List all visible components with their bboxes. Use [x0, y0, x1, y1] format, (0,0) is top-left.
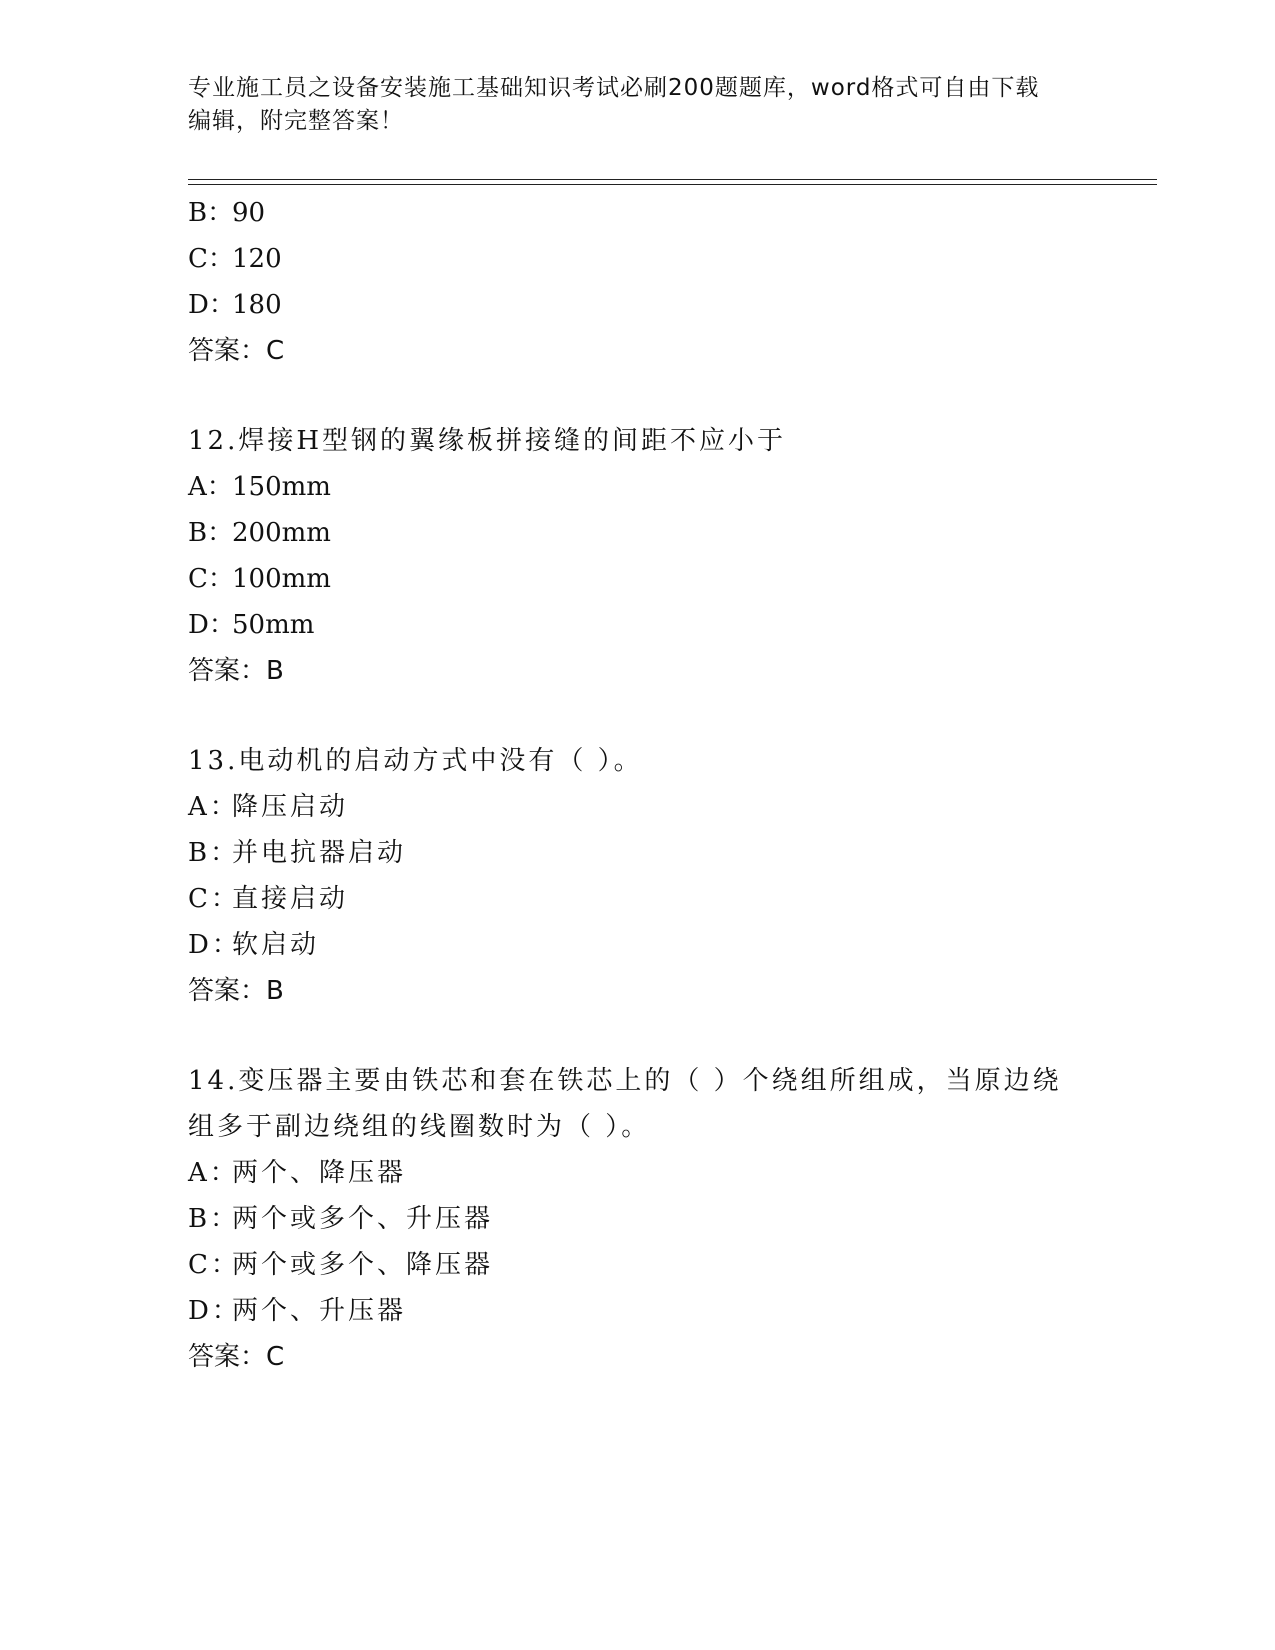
- option-key: B：: [188, 198, 234, 228]
- option-text: 两个、升压器: [232, 1296, 407, 1326]
- option-key: A：: [188, 472, 233, 502]
- option-key: D：: [188, 930, 241, 960]
- option-key: D：: [188, 290, 235, 320]
- option-b: [188, 830, 1088, 876]
- option-text: 50mm: [232, 610, 315, 640]
- header-divider-bottom: [188, 184, 1157, 185]
- header-line-2: 编辑，附完整答案！: [188, 108, 404, 134]
- option-text: 200mm: [232, 518, 331, 548]
- question-11-block: [188, 190, 1088, 374]
- option-key: C：: [188, 1250, 240, 1280]
- option-key: B：: [188, 1204, 240, 1234]
- document-header: [188, 72, 1068, 138]
- option-a: [188, 464, 1088, 510]
- answer-line: 答案：C: [188, 1342, 285, 1372]
- option-key: C：: [188, 564, 234, 594]
- option-b: [188, 190, 1088, 236]
- option-key: C：: [188, 244, 234, 274]
- question-13-block: [188, 738, 1088, 1014]
- option-d: [188, 1288, 1088, 1334]
- option-key: A：: [188, 792, 239, 822]
- question-text: 12.焊接H型钢的翼缘板拼接缝的间距不应小于: [188, 426, 787, 456]
- option-c: [188, 1242, 1088, 1288]
- option-text: 150mm: [232, 472, 331, 502]
- option-text: 100mm: [232, 564, 331, 594]
- option-c: [188, 236, 1088, 282]
- option-text: 两个或多个、降压器: [232, 1250, 494, 1280]
- option-key: D：: [188, 610, 235, 640]
- answer-line: 答案：B: [188, 656, 284, 686]
- option-a: [188, 784, 1088, 830]
- question-14-block: [188, 1058, 1088, 1380]
- option-d: [188, 282, 1088, 328]
- option-text: 两个、降压器: [232, 1158, 407, 1188]
- option-key: A：: [188, 1158, 239, 1188]
- option-a: [188, 1150, 1088, 1196]
- option-text: 直接启动: [232, 884, 349, 914]
- option-text: 降压启动: [232, 792, 349, 822]
- option-key: B：: [188, 518, 234, 548]
- option-text: 90: [232, 198, 266, 228]
- option-d: [188, 922, 1088, 968]
- option-c: [188, 876, 1088, 922]
- header-divider-top: [188, 179, 1157, 180]
- option-d: [188, 602, 1088, 648]
- option-text: 软启动: [232, 930, 320, 960]
- header-line-1: 专业施工员之设备安装施工基础知识考试必刷200题题库，word格式可自由下载: [188, 75, 1040, 101]
- option-b: [188, 1196, 1088, 1242]
- document-body: [188, 190, 1088, 1380]
- question-text-line-1: 14.变压器主要由铁芯和套在铁芯上的（ ）个绕组所组成，当原边绕: [188, 1066, 1062, 1096]
- option-text: 180: [232, 290, 282, 320]
- option-text: 120: [232, 244, 282, 274]
- answer-line: 答案：B: [188, 976, 284, 1006]
- option-key: B：: [188, 838, 240, 868]
- answer-line: 答案：C: [188, 336, 285, 366]
- question-12-block: [188, 418, 1088, 694]
- option-key: C：: [188, 884, 240, 914]
- question-text: 13.电动机的启动方式中没有（ ）。: [188, 746, 643, 776]
- question-text-line-2: 组多于副边绕组的线圈数时为（ ）。: [188, 1112, 651, 1142]
- option-c: [188, 556, 1088, 602]
- option-text: 并电抗器启动: [232, 838, 407, 868]
- option-text: 两个或多个、升压器: [232, 1204, 494, 1234]
- option-key: D：: [188, 1296, 241, 1326]
- option-b: [188, 510, 1088, 556]
